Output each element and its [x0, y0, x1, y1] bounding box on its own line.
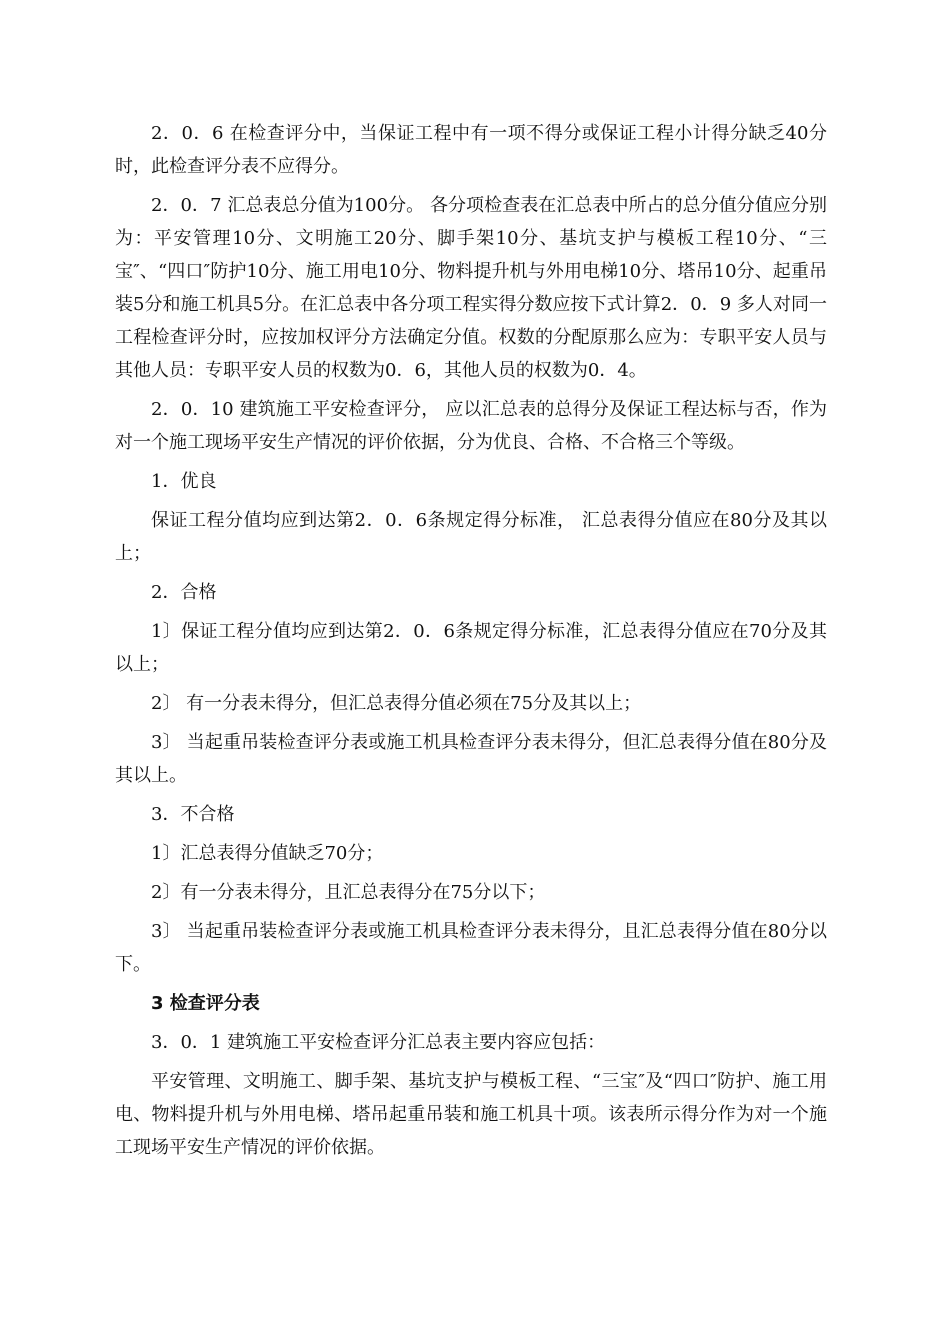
grade-fail-item-2: 2〕有一分表未得分，且汇总表得分在75分以下；	[151, 882, 546, 903]
section-heading: 3 检查评分表	[151, 993, 260, 1014]
summary-contents-paragraph: 平安管理、文明施工、脚手架、基坑支护与模板工程、“三宝″及“四口″防护、施工用电、物料提升机与外用电梯、塔吊起重吊装和施工机具十项。该表所示得分作为对一个施工现场平安生产情况的评价依据。	[115, 1071, 827, 1158]
grade-fail-item-1: 1〕汇总表得分值缺乏70分；	[151, 843, 384, 864]
grade-pass-item-3: 3〕 当起重吊装检查评分表或施工机具检查评分表未得分，但汇总表得分值在80分及其以上。	[115, 732, 827, 786]
grade-fail-heading: 3．不合格	[151, 804, 235, 825]
grade-pass-item-2: 2〕 有一分表未得分，但汇总表得分值必须在75分及其以上；	[151, 693, 642, 714]
grade-excellent-criteria: 保证工程分值均应到达第2．0．6条规定得分标准， 汇总表得分值应在80分及其以上；	[115, 510, 827, 564]
document-page	[115, 117, 827, 1170]
grade-excellent-heading: 1．优良	[151, 471, 217, 492]
paragraph-2-0-10: 2．0．10 建筑施工平安检查评分， 应以汇总表的总得分及保证工程达标与否，作为对一个施工现场平安生产情况的评价依据，分为优良、合格、不合格三个等级。	[115, 399, 827, 453]
paragraph-2-0-6: 2．0．6 在检查评分中，当保证工程中有一项不得分或保证工程小计得分缺乏40分时，此检查评分表不应得分。	[115, 123, 827, 177]
grade-fail-item-3: 3〕 当起重吊装检查评分表或施工机具检查评分表未得分，且汇总表得分值在80分以下。	[115, 921, 827, 975]
paragraph-2-0-7: 2．0．7 汇总表总分值为100分。 各分项检查表在汇总表中所占的总分值分值应分别为：平安管理10分、文明施工20分、脚手架10分、基坑支护与模板工程10分、“三宝″、“四口″防护10分、施工用电10分、物料提升机与外用电梯10分、塔吊10分、起重吊装5分和施工机具5分。在汇总表中各分项工程实得分数应按下式计算2．0．9 多人对同一工程检查评分时，应按加权评分方法确定分值。权数的分配原那么应为：专职平安人员与其他人员：专职平安人员的权数为0．6，其他人员的权数为0．4。	[115, 195, 827, 381]
grade-pass-heading: 2．合格	[151, 582, 217, 603]
paragraph-3-0-1: 3．0．1 建筑施工平安检查评分汇总表主要内容应包括：	[151, 1032, 606, 1053]
grade-pass-item-1: 1〕保证工程分值均应到达第2．0．6条规定得分标准，汇总表得分值应在70分及其以上；	[115, 621, 827, 675]
